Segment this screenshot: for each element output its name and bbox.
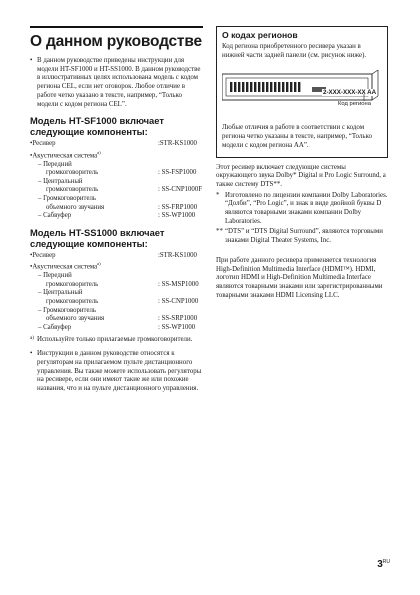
hdmi-paragraph: При работе данного ресивера применяется технология High-Definition Multimedia Interface (HDMI™). HDMI, логотип HDMI и High-Definition Multimedia Interface являются товарными знаками или зарегистрированными товарными знаками HDMI Licensing LLC. <box>216 256 383 299</box>
component-label: – Центральный <box>38 289 83 297</box>
note-dolby <box>216 192 388 227</box>
ss1000-components-table <box>30 252 203 333</box>
bullet-icon: • <box>30 350 33 358</box>
footnote-ref: a) <box>97 149 101 155</box>
component-label: •Акустическая система <box>30 263 98 271</box>
component-model <box>158 289 203 298</box>
component-model: : SS-CNP1000F <box>158 186 203 194</box>
component-name <box>30 140 158 149</box>
component-label: – Громкоговоритель <box>38 195 97 203</box>
component-label: – Центральный <box>38 177 83 185</box>
component-model <box>158 307 203 316</box>
component-name <box>30 281 158 290</box>
component-name <box>30 307 158 316</box>
ss1000-heading: Модель HT-SS1000 включает следующие компоненты: <box>30 226 165 249</box>
component-label: громкоговоритель <box>46 298 99 306</box>
component-row <box>30 149 203 161</box>
component-model: : SS-MSP1000 <box>158 280 199 288</box>
region-box-intro: Код региона приобретенного ресивера указан в нижней части задней панели (см. рисунок ниже). <box>222 43 367 59</box>
page-number-value: 3 <box>377 559 383 570</box>
component-name <box>30 178 158 187</box>
intro-text: В данном руководстве приведены инструкции для модели HT-SF1000 и HT-SS1000. В данном руководстве в иллюстративных целях использована модель с кодом региона CEL, если нет оговорок. Любое отличие в работе четко указано в тексте, например, “Только модели с кодом региона CEL”. <box>37 57 201 108</box>
component-label: – Сабвуфер <box>38 212 72 220</box>
title-rule <box>30 26 203 28</box>
component-name <box>30 204 158 213</box>
note-mark: * <box>216 191 220 199</box>
component-label: объемного звучания <box>46 203 105 211</box>
component-name <box>30 186 158 195</box>
component-row <box>30 186 203 195</box>
component-model: : SS-FRP1000 <box>158 203 198 211</box>
component-row <box>30 140 203 149</box>
component-model: :STR-KS1000 <box>158 251 197 259</box>
dolby-paragraph: Этот ресивер включает следующие системы окружающего звука Dolby* Digital и Pro Logic Surround, а также систему DTS**. <box>216 163 386 188</box>
component-label: – Передний <box>38 272 72 280</box>
rear-panel-illustration <box>222 68 382 118</box>
remote-bullet <box>30 350 203 394</box>
component-model <box>158 161 203 170</box>
component-name <box>30 161 158 170</box>
right-column <box>216 26 388 300</box>
component-model <box>158 178 203 187</box>
component-name <box>30 315 158 324</box>
component-model <box>158 260 203 272</box>
code-pointer-arrow <box>354 94 384 104</box>
component-name <box>30 289 158 298</box>
footnote-ref: a) <box>97 261 101 267</box>
bullet-icon: • <box>30 57 33 64</box>
page-title: О данном руководстве <box>30 33 202 50</box>
component-label: – Сабвуфер <box>38 323 72 331</box>
component-row <box>30 298 203 307</box>
component-row <box>30 195 203 204</box>
component-name <box>30 324 158 333</box>
component-label: •Ресивер <box>30 140 56 148</box>
component-model: : SS-FSP1000 <box>158 169 197 177</box>
component-model: : SS-CNP1000 <box>158 298 199 306</box>
component-name <box>30 260 158 272</box>
region-box-outro: Любые отличия в работе в соответствии с кодом региона четко указаны в тексте, например, “Только модели с кодом региона AA”. <box>222 124 372 149</box>
component-model: : SS-WP1000 <box>158 323 196 331</box>
remote-text: Инструкции в данном руководстве относятся к регуляторам на прилагаемом пульте дистанционного управления. Вы также можете использовать регуляторы на ресивере, если они имеют такие же или похожие названия, что и на пульте дистанционного управления. <box>37 350 202 392</box>
left-column <box>30 26 203 397</box>
component-model: :STR-KS1000 <box>158 140 197 148</box>
component-row <box>30 315 203 324</box>
footnote <box>30 336 203 345</box>
component-row <box>30 169 203 178</box>
component-name <box>30 169 158 178</box>
note-dts <box>216 228 388 245</box>
note-mark: ** <box>216 228 223 236</box>
footnote-text: Используйте только прилагаемые громкоговорители. <box>37 336 193 344</box>
component-name <box>30 252 158 261</box>
component-row <box>30 260 203 272</box>
component-label: – Передний <box>38 160 72 168</box>
intro-bullet <box>30 57 203 109</box>
component-label: громкоговоритель <box>46 186 99 194</box>
component-label: – Громкоговоритель <box>38 306 97 314</box>
component-row <box>30 204 203 213</box>
region-code-caption: Код региона <box>338 101 371 108</box>
region-code-label: 2-XXX-XXX-XX AA <box>323 89 377 97</box>
vent-slots <box>230 82 300 92</box>
component-row <box>30 178 203 187</box>
component-model: : SS-WP1000 <box>158 212 196 220</box>
component-name <box>30 195 158 204</box>
component-label: громкоговоритель <box>46 169 99 177</box>
component-label: громкоговоритель <box>46 280 99 288</box>
component-label: •Ресивер <box>30 251 56 259</box>
component-name <box>30 212 158 221</box>
sf1000-components-table <box>30 140 203 221</box>
page-number <box>377 559 390 570</box>
component-row <box>30 307 203 316</box>
component-row <box>30 289 203 298</box>
page-language: RU <box>382 559 390 565</box>
component-row <box>30 212 203 221</box>
region-code-box <box>216 26 388 158</box>
component-row <box>30 281 203 290</box>
component-model <box>158 149 203 161</box>
component-label: •Акустическая система <box>30 152 98 160</box>
component-label: объемного звучания <box>46 315 105 323</box>
footnote-mark: a) <box>30 336 34 342</box>
note-text: Изготовлено по лицензии компании Dolby Laboratories. “Долби”, “Pro Logic”, и знак в виде двойной буквы D являются товарными знаками компании Dolby Laboratories. <box>225 191 388 225</box>
component-row <box>30 252 203 261</box>
component-row <box>30 324 203 333</box>
component-row <box>30 161 203 170</box>
trademark-notes <box>216 192 388 246</box>
component-model <box>158 272 203 281</box>
component-name <box>30 149 158 161</box>
component-row <box>30 272 203 281</box>
note-text: “DTS” и “DTS Digital Surround”, являются торговыми знаками Digital Theater Systems, Inc. <box>225 228 383 245</box>
component-model <box>158 195 203 204</box>
component-name <box>30 272 158 281</box>
component-model: : SS-SRP1000 <box>158 315 198 323</box>
sf1000-heading: Модель HT-SF1000 включает следующие компоненты: <box>30 115 164 138</box>
region-box-title: О кодах регионов <box>222 30 298 40</box>
component-name <box>30 298 158 307</box>
